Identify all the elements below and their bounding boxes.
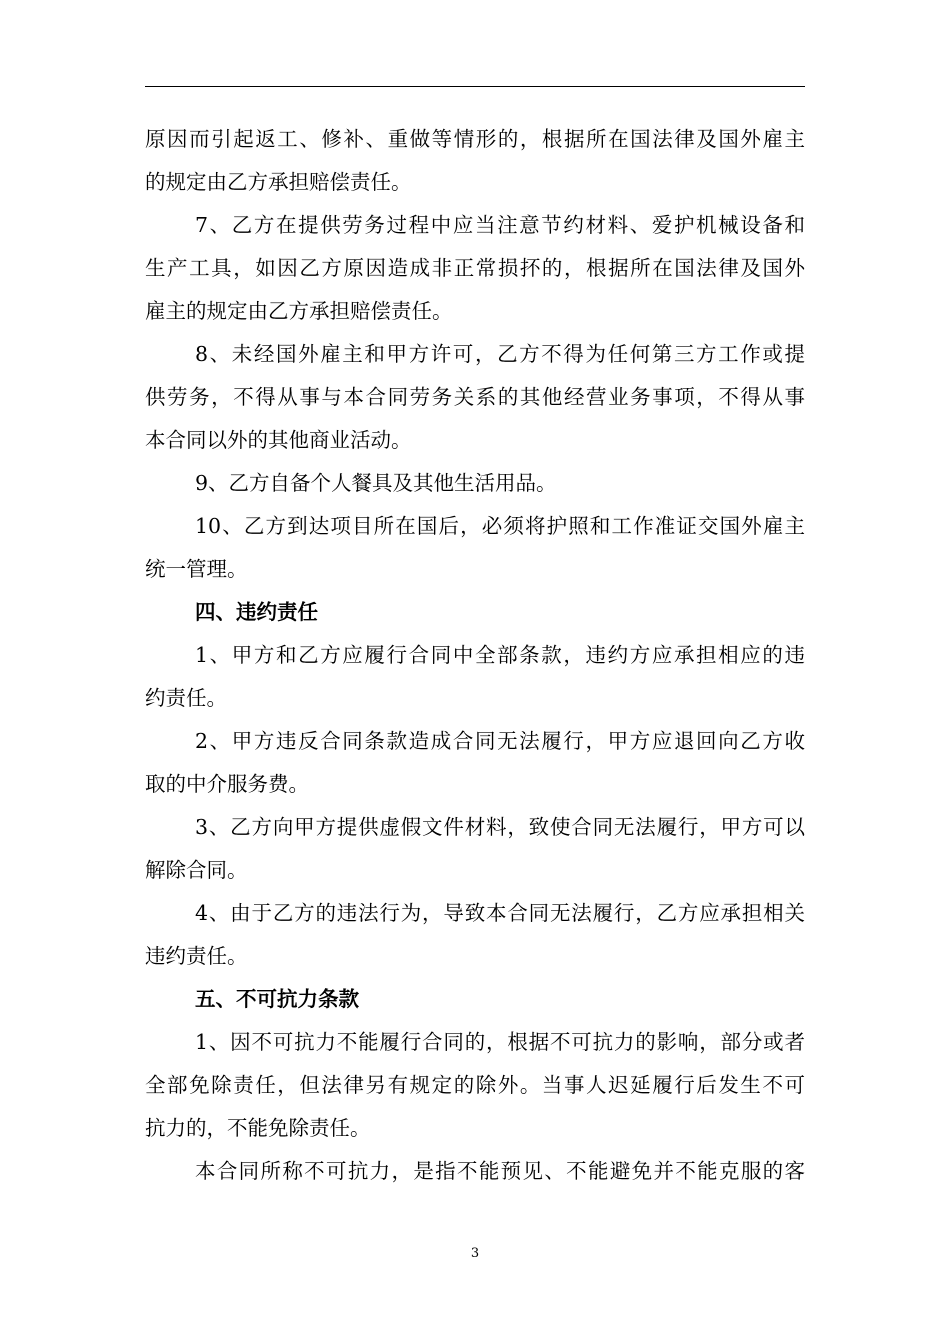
paragraph: [145, 118, 805, 204]
page-number: 3: [470, 1246, 480, 1261]
text-line: 1、甲方和乙方应履行合同中全部条款，违约方应承担相应的违: [195, 643, 805, 667]
text-line: 解除合同。: [145, 858, 248, 882]
document-body: [145, 118, 805, 1193]
text-line: 五、不可抗力条款: [195, 987, 359, 1011]
section-heading: [145, 591, 805, 634]
text-line: 1、因不可抗力不能履行合同的，根据不可抗力的影响，部分或者: [195, 1030, 805, 1054]
text-line: 7、乙方在提供劳务过程中应当注意节约材料、爱护机械设备和: [195, 213, 805, 237]
section-heading: [145, 978, 805, 1021]
paragraph: [145, 892, 805, 978]
paragraph: [145, 333, 805, 462]
text-line: 生产工具，如因乙方原因造成非正常损抔的，根据所在国法律及国外: [145, 256, 805, 280]
text-line: 3、乙方向甲方提供虚假文件材料，致使合同无法履行，甲方可以: [195, 815, 805, 839]
text-line: 全部免除责任，但法律另有规定的除外。当事人迟延履行后发生不可: [145, 1073, 805, 1097]
text-line: 四、违约责任: [195, 600, 318, 624]
text-line: 的规定由乙方承担赔偿责任。: [145, 170, 412, 194]
text-line: 违约责任。: [145, 944, 248, 968]
text-line: 2、甲方违反合同条款造成合同无法履行，甲方应退回向乙方收: [195, 729, 805, 753]
text-line: 8、未经国外雇主和甲方许可，乙方不得为任何第三方工作或提: [195, 342, 805, 366]
header-rule: [145, 86, 805, 87]
paragraph: [145, 505, 805, 591]
text-line: 雇主的规定由乙方承担赔偿责任。: [145, 299, 453, 323]
text-line: 统一管理。: [145, 557, 248, 581]
text-line: 本合同以外的其他商业活动。: [145, 428, 412, 452]
text-line: 约责任。: [145, 686, 227, 710]
text-line: 抗力的，不能免除责任。: [145, 1116, 371, 1140]
paragraph: [145, 204, 805, 333]
text-line: 本合同所称不可抗力，是指不能预见、不能避免并不能克服的客: [195, 1159, 805, 1183]
paragraph: [145, 462, 805, 505]
paragraph: [145, 806, 805, 892]
text-line: 供劳务，不得从事与本合同劳务关系的其他经营业务事项，不得从事: [145, 385, 805, 409]
paragraph: [145, 634, 805, 720]
text-line: 原因而引起返工、修补、重做等情形的，根据所在国法律及国外雇主: [145, 127, 805, 151]
text-line: 4、由于乙方的违法行为，导致本合同无法履行，乙方应承担相关: [195, 901, 805, 925]
text-line: 取的中介服务费。: [145, 772, 309, 796]
paragraph: [145, 1150, 805, 1193]
paragraph: [145, 1021, 805, 1150]
paragraph: [145, 720, 805, 806]
text-line: 9、乙方自备个人餐具及其他生活用品。: [195, 471, 557, 495]
text-line: 10、乙方到达项目所在国后，必须将护照和工作准证交国外雇主: [195, 514, 805, 538]
